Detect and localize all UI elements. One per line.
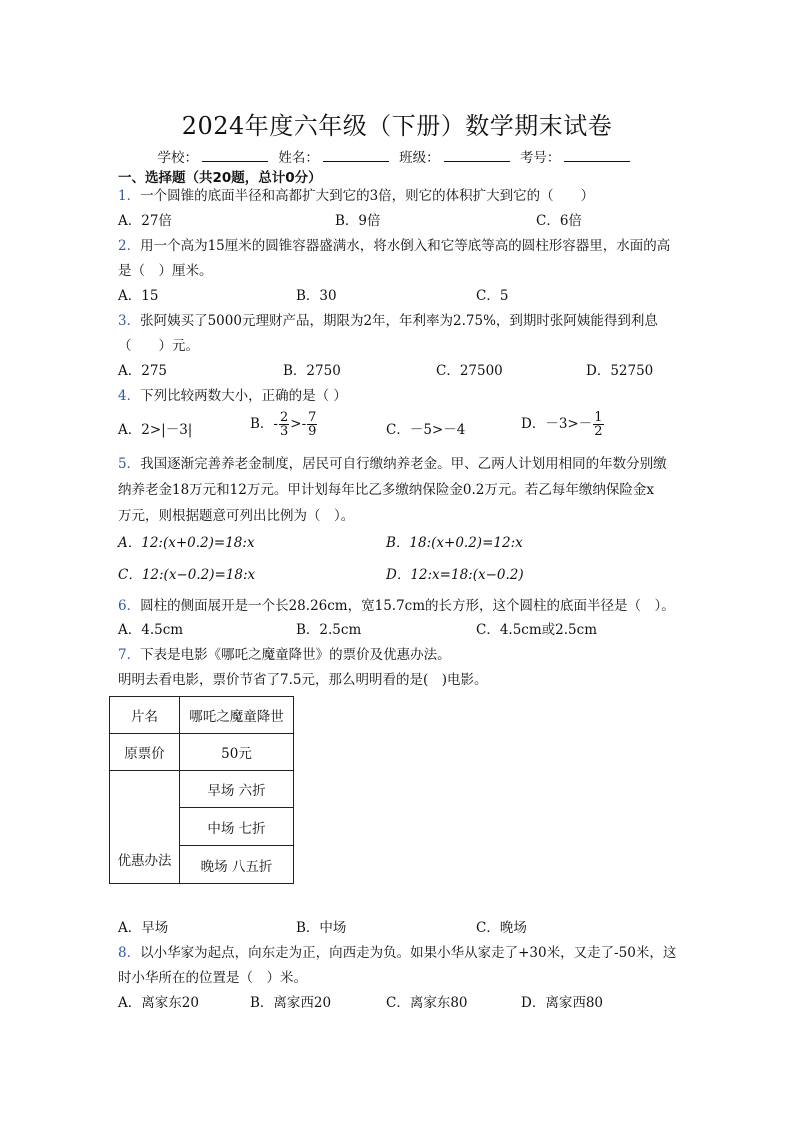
question-text: 以小华家为起点，向东走为正，向西走为负。如果小华从家走了+30米，又走了-50米，这 xyxy=(140,945,677,961)
exam-no-label: 考号： xyxy=(519,150,561,166)
q2-option-c[interactable]: C．5 xyxy=(476,288,509,304)
table-cell: 中场 七折 xyxy=(180,808,294,846)
q5-option-b[interactable]: B．18:(x+0.2)=12:x xyxy=(386,535,523,551)
question-text: 一个圆锥的底面半径和高都扩大到它的3倍，则它的体积扩大到它的（ ） xyxy=(140,188,595,204)
class-label: 班级： xyxy=(399,150,440,166)
q3-option-b[interactable]: B．2750 xyxy=(283,363,341,379)
section-heading: 一、选择题（共20题，总计0分） xyxy=(118,170,322,186)
q5-option-c[interactable]: C．12:(x−0.2)=18:x xyxy=(118,567,256,583)
table-cell: 哪吒之魔童降世 xyxy=(180,697,294,734)
table-cell: 晚场 八五折 xyxy=(180,846,294,884)
q7-option-b[interactable]: B．中场 xyxy=(296,920,347,936)
q4-option-a[interactable]: A．2>|－3| xyxy=(118,422,193,438)
question-6 xyxy=(118,594,678,618)
q7-option-a[interactable]: A．早场 xyxy=(118,920,169,936)
question-number: 4． xyxy=(118,388,141,404)
question-3 xyxy=(118,309,678,333)
question-2-line-2: 是（ ）厘米。 xyxy=(118,263,213,279)
question-text: 张阿姨买了5000元理财产品，期限为2年，年利率为2.75%，到期时张阿姨能得到利息 xyxy=(140,313,658,329)
question-8-line-2: 时小华所在的位置是（ ）米。 xyxy=(118,970,307,986)
q6-option-b[interactable]: B．2.5cm xyxy=(296,622,362,638)
question-number: 8． xyxy=(118,945,141,961)
question-text: 我国逐渐完善养老金制度，居民可自行缴纳养老金。甲、乙两人计划用相同的年数分别缴 xyxy=(140,456,667,472)
q4-option-b[interactable]: B．- $\frac{2}{3}$ >- $\frac{7}{9}$ xyxy=(250,410,317,439)
fraction: $\frac{7}{9}$ xyxy=(308,410,317,439)
q4-option-d[interactable] xyxy=(521,411,605,438)
table-row xyxy=(110,697,294,734)
q2-option-a[interactable]: A．15 xyxy=(118,288,159,304)
question-3-line-2: （ ）元。 xyxy=(118,338,199,354)
q8-option-b[interactable]: B．离家西20 xyxy=(250,995,332,1011)
question-number: 2． xyxy=(118,238,141,254)
table-cell: 优惠办法 xyxy=(110,771,180,884)
q3-option-c[interactable]: C．27500 xyxy=(436,363,503,379)
question-number: 7． xyxy=(118,647,141,663)
school-blank[interactable] xyxy=(202,149,268,162)
name-label: 姓名： xyxy=(278,150,319,166)
question-5-line-2: 纳养老金18万元和12万元。甲计划每年比乙多缴纳保险金0.2万元。若乙每年缴纳保险金x xyxy=(118,482,654,498)
q2-option-b[interactable]: B．30 xyxy=(296,288,337,304)
question-2 xyxy=(118,234,678,258)
name-blank[interactable] xyxy=(323,149,389,162)
table-row xyxy=(110,771,294,808)
fraction: $\frac{2}{3}$ xyxy=(279,410,289,439)
question-4 xyxy=(118,384,678,408)
question-7 xyxy=(118,643,678,667)
q6-option-a[interactable]: A．4.5cm xyxy=(118,622,184,638)
q8-option-a[interactable]: A．离家东20 xyxy=(118,995,199,1011)
table-cell: 原票价 xyxy=(110,734,180,771)
option-label: D．－3>－ xyxy=(521,416,593,432)
question-7-line-2: 明明去看电影，票价节省了7.5元，那么明明看的是( )电影。 xyxy=(118,672,488,688)
q1-option-c[interactable]: C．6倍 xyxy=(536,213,582,229)
q3-option-d[interactable]: D．52750 xyxy=(586,363,654,379)
student-info-row xyxy=(0,146,794,166)
question-1 xyxy=(118,184,678,208)
question-number: 6． xyxy=(118,598,141,614)
question-text: 下表是电影《哪吒之魔童降世》的票价及优惠办法。 xyxy=(140,647,451,663)
q1-option-a[interactable]: A．27倍 xyxy=(118,213,172,229)
exam-no-blank[interactable] xyxy=(564,149,630,162)
question-5 xyxy=(118,452,678,476)
question-8 xyxy=(118,941,678,965)
question-text: 圆柱的侧面展开是一个长28.26cm，宽15.7cm的长方形，这个圆柱的底面半径是（ ）。 xyxy=(140,598,675,614)
class-blank[interactable] xyxy=(444,149,510,162)
fraction: $\frac{1}{2}$ xyxy=(594,410,603,439)
question-number: 3． xyxy=(118,313,141,329)
q7-option-c[interactable]: C．晚场 xyxy=(476,920,527,936)
q4-option-c[interactable]: C．－5>－4 xyxy=(386,422,466,438)
q1-option-b[interactable]: B．9倍 xyxy=(335,213,381,229)
q5-option-d[interactable]: D．12:x=18:(x−0.2) xyxy=(386,567,524,583)
q6-option-c[interactable]: C．4.5cm或2.5cm xyxy=(476,622,597,638)
table-row xyxy=(110,734,294,771)
question-number: 1． xyxy=(118,188,141,204)
question-5-line-3: 万元，则根据题意可列出比例为（ ）。 xyxy=(118,508,355,524)
q8-option-d[interactable]: D．离家西80 xyxy=(521,995,604,1011)
table-cell: 片名 xyxy=(110,697,180,734)
table-cell: 早场 六折 xyxy=(180,771,294,808)
q5-option-a[interactable]: A．12:(x+0.2)=18:x xyxy=(118,535,255,551)
q8-option-c[interactable]: C．离家东80 xyxy=(386,995,468,1011)
question-text: 下列比较两数大小，正确的是（ ） xyxy=(140,388,347,404)
q3-option-a[interactable]: A．275 xyxy=(118,363,168,379)
option-label: B． xyxy=(250,416,274,432)
page-title: 2024年度六年级（下册）数学期末试卷 xyxy=(181,112,613,140)
question-text: 用一个高为15厘米的圆锥容器盛满水，将水倒入和它等底等高的圆柱形容器里，水面的高 xyxy=(140,238,671,254)
school-label: 学校： xyxy=(157,150,199,166)
table-cell: 50元 xyxy=(180,734,294,771)
question-number: 5． xyxy=(118,456,141,472)
ticket-price-table xyxy=(109,696,294,884)
